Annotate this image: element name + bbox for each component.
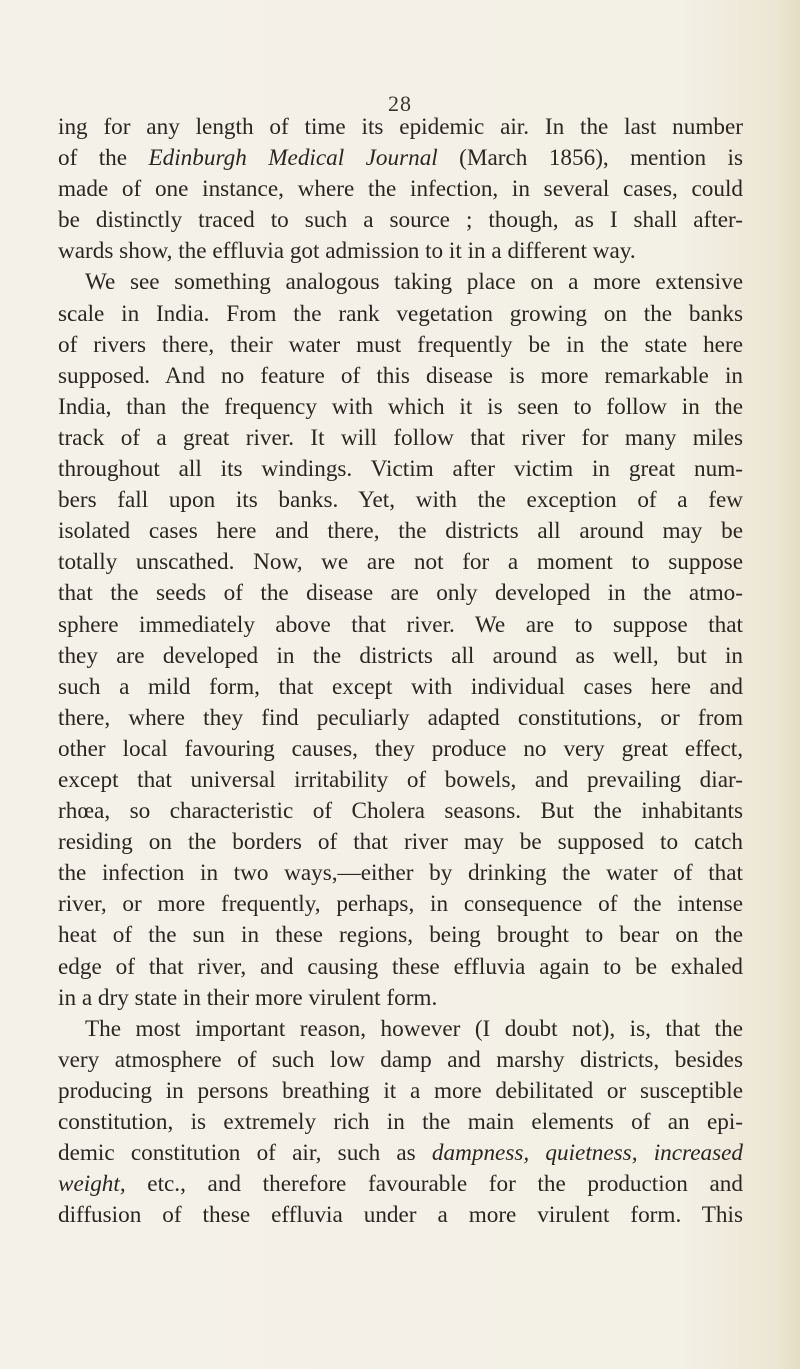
text-segment: supposed. And no feature of this disease is more remarkable in [58, 362, 743, 389]
text-segment: ing for any length of time its epidemic air. In the last number [58, 114, 743, 140]
text-line [58, 734, 743, 765]
text-segment: producing in persons breathing it a more debilitated or susceptible [58, 1077, 743, 1104]
text-line [58, 1107, 743, 1138]
text-segment: other local favouring causes, they produce no very great effect, [58, 735, 743, 762]
text-segment: residing on the borders of that river may be supposed to catch [58, 829, 743, 856]
text-line [58, 423, 743, 454]
text-line [58, 889, 743, 920]
body-text [58, 112, 743, 1231]
text-segment: etc., and therefore favourable for the production and [125, 1171, 743, 1198]
text-line [58, 267, 743, 298]
text-line [58, 952, 743, 983]
text-segment: of the [58, 145, 149, 172]
text-segment: such a mild form, that except with individual cases here and [58, 673, 743, 700]
page-number: 28 [388, 91, 412, 116]
text-line [58, 1169, 743, 1200]
text-segment: there, where they find peculiarly adapted constitutions, or from [58, 704, 743, 731]
text-line [58, 765, 743, 796]
text-line [58, 827, 743, 858]
text-line [58, 236, 743, 267]
text-line [58, 578, 743, 609]
text-segment: be distinctly traced to such a source ; though, as I shall after- [58, 207, 743, 234]
text-segment: of rivers there, their water must frequently be in the state here [58, 331, 743, 358]
text-segment: totally unscathed. Now, we are not for a moment to suppose [58, 549, 743, 576]
text-segment: track of a great river. It will follow that river for many miles [58, 424, 743, 451]
text-segment: constitution, is extremely rich in the main elements of an epi- [58, 1109, 743, 1135]
text-segment: We see something analogous taking place on a more extensive [85, 269, 743, 296]
italic-text-segment: dampness, quietness, increased [431, 1140, 743, 1167]
text-segment: The most important reason, however (I doubt not), is, that the [85, 1015, 743, 1042]
text-line [58, 392, 743, 423]
text-segment: very atmosphere of such low damp and marshy districts, besides [58, 1046, 743, 1073]
text-line [58, 485, 743, 516]
text-line [58, 920, 743, 951]
text-line [58, 1138, 743, 1169]
text-line [58, 454, 743, 485]
text-segment: heat of the sun in these regions, being brought to bear on the [58, 922, 743, 949]
text-line [58, 112, 743, 143]
text-line [58, 983, 743, 1014]
text-line [58, 299, 743, 330]
text-line [58, 1045, 743, 1076]
text-line [58, 1200, 743, 1231]
text-segment: river, or more frequently, perhaps, in consequence of the intense [58, 891, 743, 918]
text-line [58, 610, 743, 641]
text-segment: edge of that river, and causing these effluvia again to be exhaled [58, 953, 743, 980]
text-segment: bers fall upon its banks. Yet, with the exception of a few [58, 487, 743, 514]
text-line [58, 547, 743, 578]
text-segment: they are developed in the districts all around as well, but in [58, 642, 743, 669]
italic-text-segment: weight, [58, 1171, 126, 1198]
text-segment: rhœa, so characteristic of Cholera seasons. But the inhabitants [58, 798, 743, 825]
text-segment: in a dry state in their more virulent form. [58, 984, 438, 1011]
text-line [58, 641, 743, 672]
text-segment: throughout all its windings. Victim after victim in great num- [58, 456, 743, 483]
text-segment: the infection in two ways,—either by drinking the water of that [58, 860, 743, 887]
text-line [58, 858, 743, 889]
text-line [58, 143, 743, 174]
text-line [58, 1076, 743, 1107]
text-line [58, 205, 743, 236]
text-segment: diffusion of these effluvia under a more virulent form. This [58, 1202, 743, 1229]
text-line [58, 672, 743, 703]
text-segment: except that universal irritability of bowels, and prevailing diar- [58, 766, 743, 793]
text-line [58, 330, 743, 361]
text-segment: scale in India. From the rank vegetation growing on the banks [58, 300, 743, 327]
text-segment: India, than the frequency with which it is seen to follow in the [58, 393, 743, 420]
text-line [58, 796, 743, 827]
text-segment: sphere immediately above that river. We are to suppose that [58, 611, 743, 638]
text-segment: isolated cases here and there, the districts all around may be [58, 518, 743, 545]
text-line [58, 361, 743, 392]
text-line [58, 516, 743, 547]
text-line [58, 703, 743, 734]
text-line [58, 174, 743, 205]
text-segment: wards show, the effluvia got admission to it in a different way. [58, 238, 636, 265]
text-segment: made of one instance, where the infection, in several cases, could [58, 176, 743, 203]
text-segment: (March 1856), mention is [437, 145, 743, 172]
text-segment: that the seeds of the disease are only developed in the atmo- [58, 580, 743, 607]
text-line [58, 1014, 743, 1045]
italic-text-segment: Edinburgh Medical Journal [148, 145, 438, 172]
text-segment: demic constitution of air, such as [58, 1140, 432, 1167]
